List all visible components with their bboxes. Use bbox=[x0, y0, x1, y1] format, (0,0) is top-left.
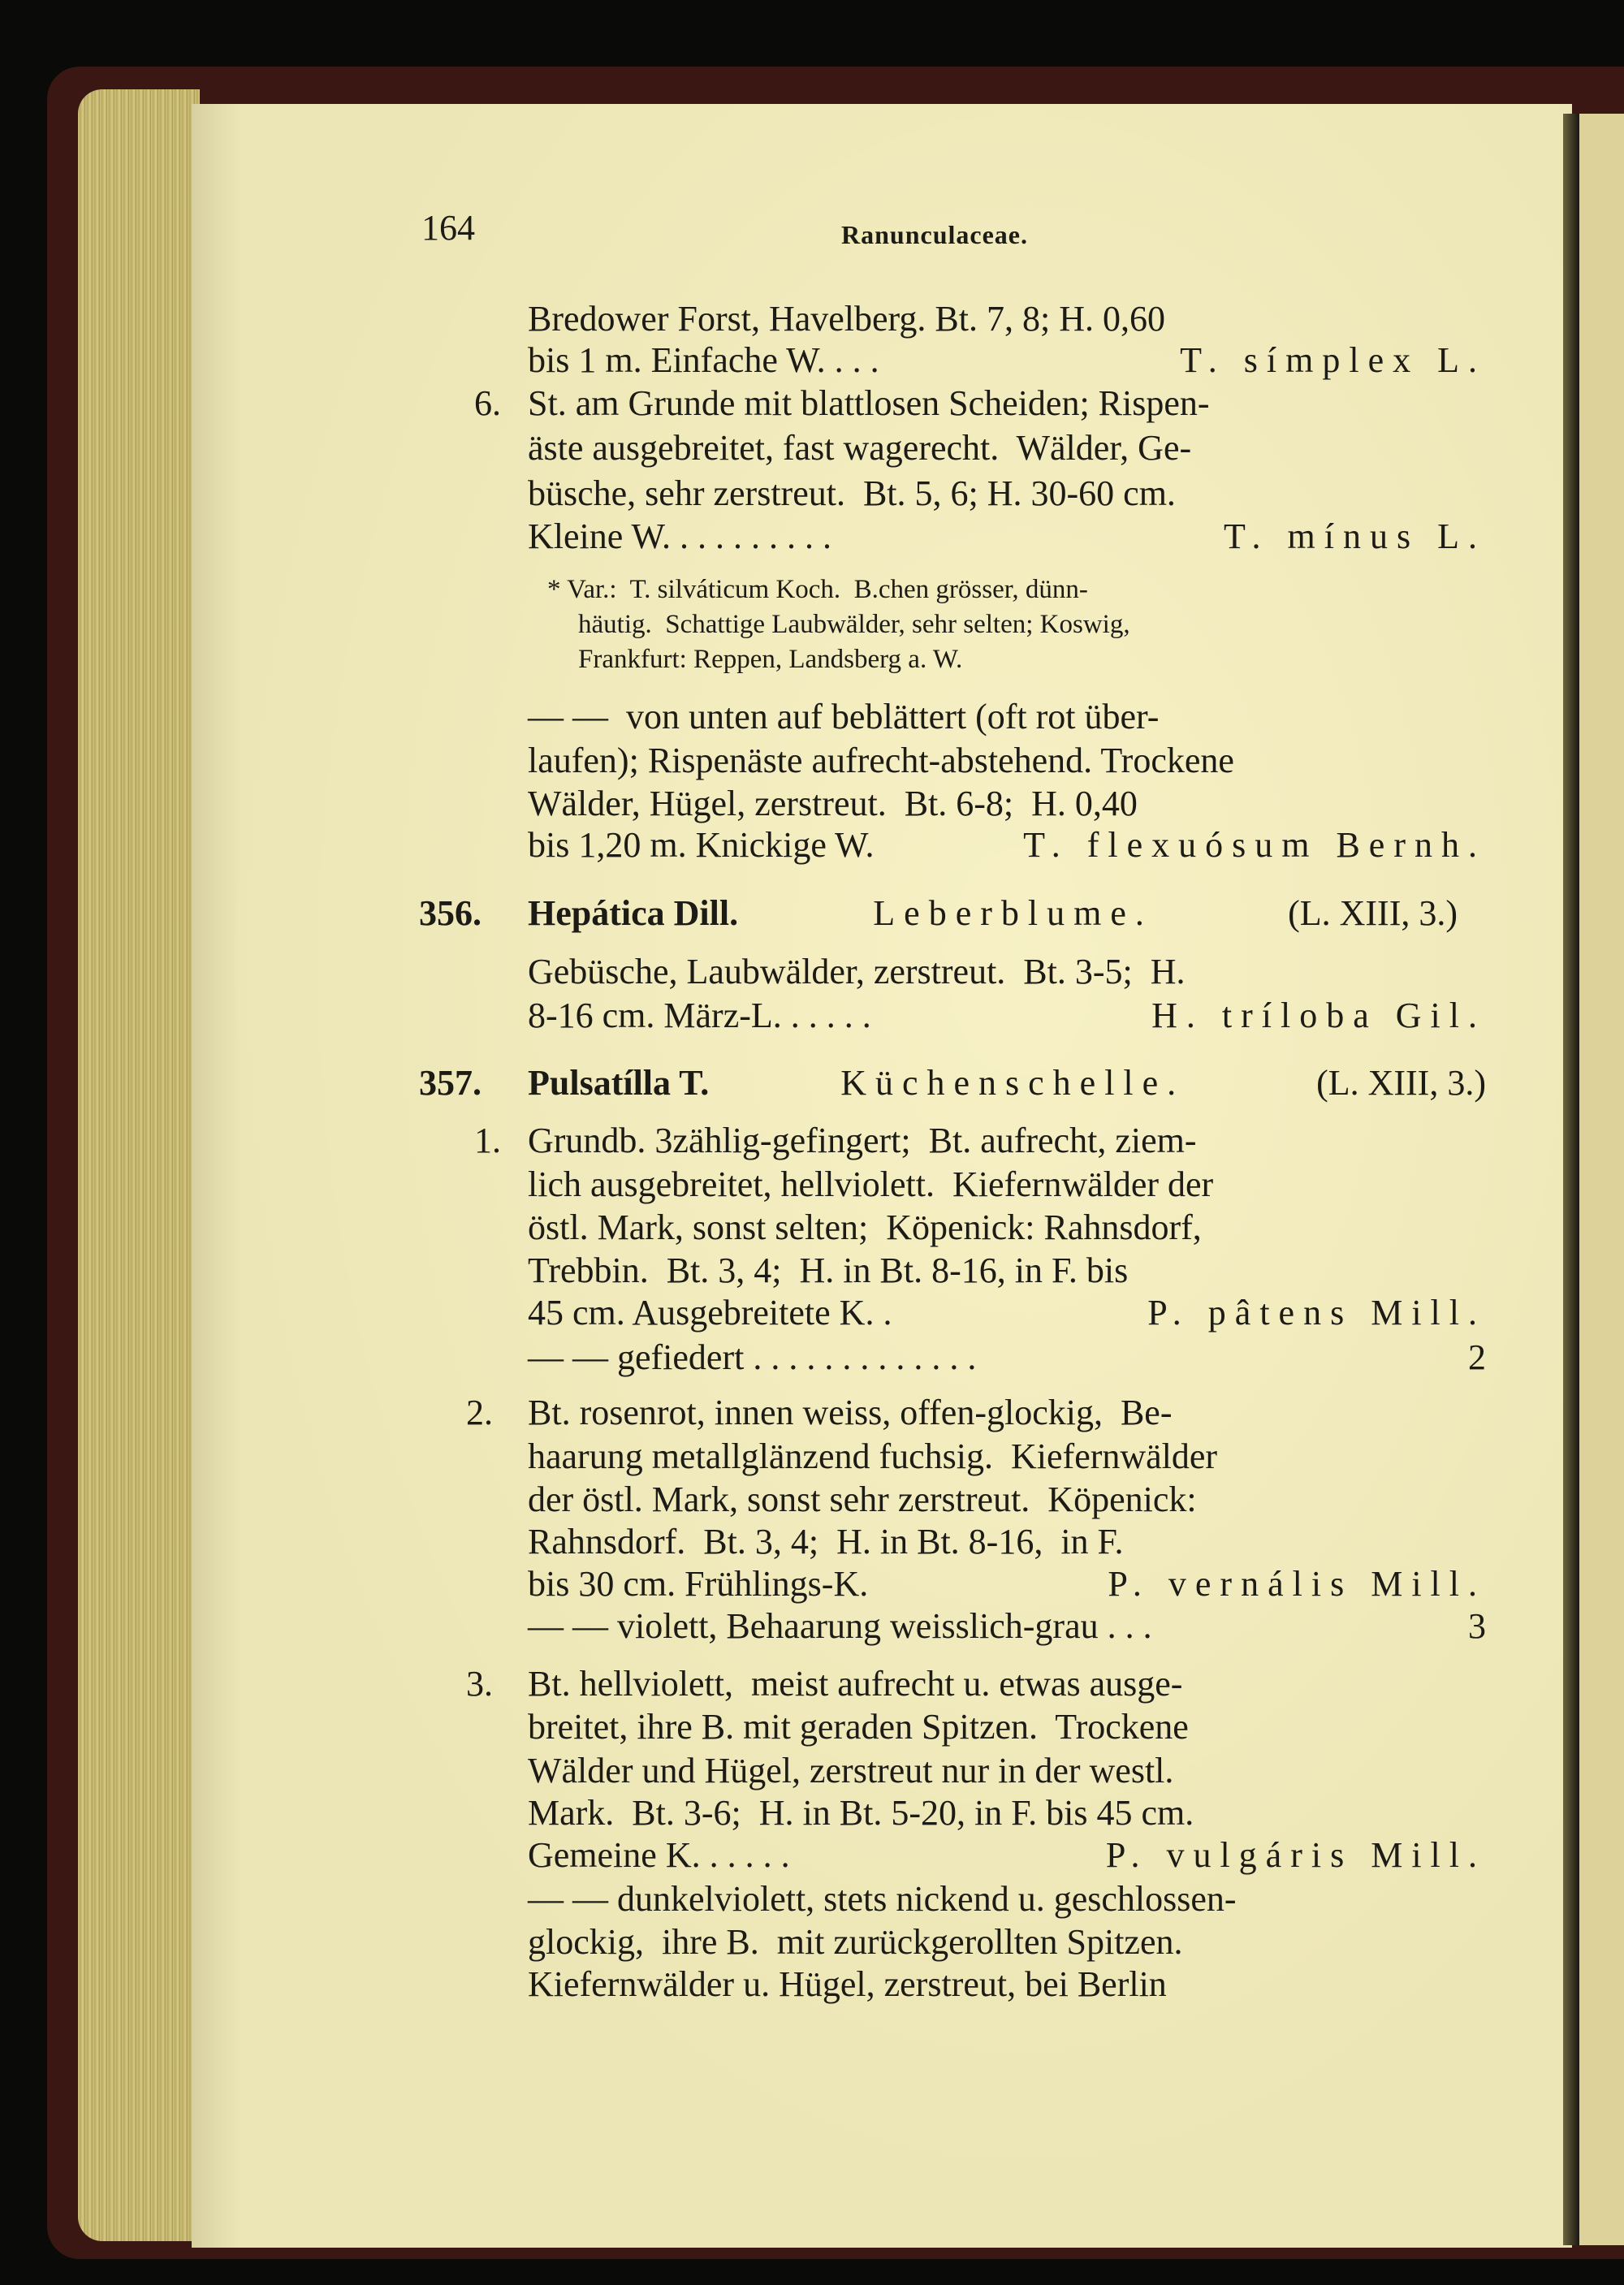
text-line bbox=[528, 297, 1429, 341]
linnaean-class: (L. XIII, 3.) bbox=[1288, 893, 1458, 933]
text-line: der östl. Mark, sonst sehr zerstreut. Köpenick: bbox=[528, 1479, 1197, 1519]
line-text: — — gefiedert . . . . . . . . . . . . . bbox=[528, 1337, 977, 1377]
key-reference: 2 bbox=[1468, 1337, 1486, 1377]
species-name: P. vulgáris Mill. bbox=[1105, 1835, 1486, 1875]
species-name: P. pâtens Mill. bbox=[1147, 1293, 1486, 1333]
variety-note: häutig. Schattige Laubwälder, sehr selten; Koswig, bbox=[578, 610, 1130, 639]
line-text: bis 30 cm. Frühlings-K. bbox=[528, 1564, 869, 1604]
text-line: Gebüsche, Laubwälder, zerstreut. Bt. 3-5; H. bbox=[528, 952, 1186, 991]
text-line: Wälder, Hügel, zerstreut. Bt. 6-8; H. 0,40 bbox=[528, 784, 1138, 823]
text-line: haarung metallglänzend fuchsig. Kiefernwälder bbox=[528, 1436, 1218, 1476]
line-text: bis 1 m. Einfache W. . . . bbox=[528, 340, 879, 380]
page-edges bbox=[78, 89, 200, 2241]
key-number: 2. bbox=[466, 1393, 493, 1432]
line-text: — — violett, Behaarung weisslich-grau . . . bbox=[528, 1606, 1152, 1646]
common-name: Küchenschelle. bbox=[840, 1063, 1186, 1103]
facing-page bbox=[1579, 114, 1624, 2245]
text-line: äste ausgebreitet, fast wagerecht. Wälder, Ge- bbox=[528, 428, 1192, 468]
species-name: T. símplex L. bbox=[1180, 340, 1486, 380]
text-line: — — dunkelviolett, stets nickend u. geschlossen- bbox=[528, 1879, 1237, 1919]
key-number: 6. bbox=[474, 383, 501, 423]
text-line: laufen); Rispenäste aufrecht-abstehend. Trockene bbox=[528, 741, 1234, 780]
species-name: T. mínus L. bbox=[1223, 516, 1486, 556]
text-line bbox=[528, 994, 1486, 1038]
species-name: P. vernális Mill. bbox=[1108, 1564, 1486, 1604]
text-line bbox=[528, 1605, 1486, 1648]
text-line: Mark. Bt. 3-6; H. in Bt. 5-20, in F. bis 45 cm. bbox=[528, 1793, 1194, 1833]
text-line bbox=[528, 1562, 1486, 1606]
genus-heading bbox=[528, 1061, 1486, 1105]
text-line bbox=[528, 1291, 1486, 1335]
text-line: Bt. rosenrot, innen weiss, offen-glockig, Be- bbox=[528, 1393, 1173, 1432]
text-line bbox=[528, 515, 1486, 559]
genus-heading bbox=[528, 892, 1458, 935]
book-gutter bbox=[1563, 114, 1579, 2245]
key-reference: 3 bbox=[1468, 1606, 1486, 1646]
text-line bbox=[528, 1834, 1486, 1877]
key-number: 3. bbox=[466, 1664, 493, 1704]
text-line: St. am Grunde mit blattlosen Scheiden; Rispen- bbox=[528, 383, 1210, 423]
line-text: Gemeine K. . . . . . bbox=[528, 1835, 790, 1875]
key-number: 1. bbox=[474, 1121, 501, 1160]
genus-number: 357. bbox=[419, 1063, 482, 1103]
variety-note: Frankfurt: Reppen, Landsberg a. W. bbox=[578, 645, 963, 674]
text-line: Bt. hellviolett, meist aufrecht u. etwas ausge- bbox=[528, 1664, 1183, 1704]
text-line bbox=[528, 1336, 1486, 1380]
line-text: bis 1,20 m. Knickige W. bbox=[528, 825, 875, 865]
genus-name: Hepática Dill. bbox=[528, 893, 739, 933]
genus-name: Pulsatílla T. bbox=[528, 1063, 710, 1103]
species-name: H. tríloba Gil. bbox=[1151, 996, 1486, 1035]
line-text: 8-16 cm. März-L. . . . . . bbox=[528, 996, 871, 1035]
variety-note: * Var.: T. silváticum Koch. B.chen grösser, dünn- bbox=[547, 575, 1088, 604]
line-text: Bredower Forst, Havelberg. Bt. 7, 8; H. 0,60 bbox=[528, 299, 1165, 339]
text-line: Trebbin. Bt. 3, 4; H. in Bt. 8-16, in F. bis bbox=[528, 1250, 1129, 1290]
common-name: Leberblume. bbox=[873, 893, 1153, 933]
text-line: Rahnsdorf. Bt. 3, 4; H. in Bt. 8-16, in F. bbox=[528, 1522, 1124, 1561]
text-line: Grundb. 3zählig-gefingert; Bt. aufrecht, ziem- bbox=[528, 1121, 1197, 1160]
page-number: 164 bbox=[421, 208, 475, 248]
text-line: Wälder und Hügel, zerstreut nur in der westl. bbox=[528, 1751, 1174, 1790]
species-name: T. flexuósum Bernh. bbox=[1023, 825, 1486, 865]
text-line: büsche, sehr zerstreut. Bt. 5, 6; H. 30-60 cm. bbox=[528, 473, 1176, 513]
running-head: Ranunculaceae. bbox=[841, 220, 1028, 249]
text-line: lich ausgebreitet, hellviolett. Kiefernwälder der bbox=[528, 1164, 1214, 1204]
text-line: glockig, ihre B. mit zurückgerollten Spitzen. bbox=[528, 1922, 1183, 1962]
text-line: — — von unten auf beblättert (oft rot über- bbox=[528, 697, 1160, 736]
text-line bbox=[528, 339, 1486, 382]
genus-number: 356. bbox=[419, 893, 482, 933]
text-line: Kiefernwälder u. Hügel, zerstreut, bei Berlin bbox=[528, 1964, 1167, 2004]
line-text: Kleine W. . . . . . . . . . bbox=[528, 516, 831, 556]
text-line: breitet, ihre B. mit geraden Spitzen. Trockene bbox=[528, 1707, 1189, 1747]
line-text: 45 cm. Ausgebreitete K. . bbox=[528, 1293, 892, 1333]
linnaean-class: (L. XIII, 3.) bbox=[1316, 1063, 1486, 1103]
text-line bbox=[528, 823, 1486, 867]
text-line: östl. Mark, sonst selten; Köpenick: Rahnsdorf, bbox=[528, 1207, 1202, 1247]
